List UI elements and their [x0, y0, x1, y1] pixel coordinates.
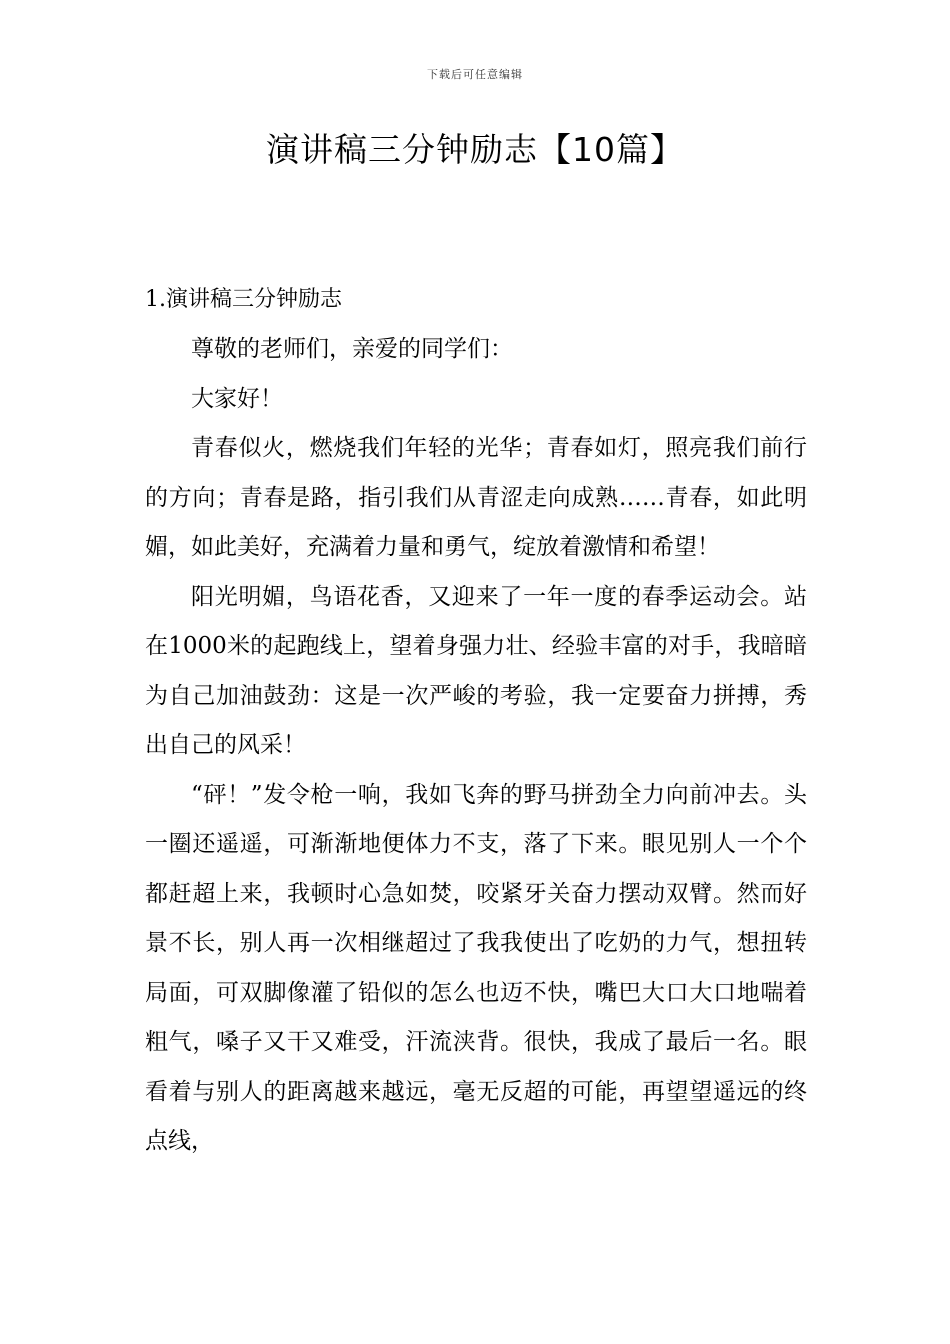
header-note: 下载后可任意编辑 [427, 68, 523, 81]
paragraph-greeting: 大家好！ [191, 385, 283, 412]
document-title: 演讲稿三分钟励志【10篇】 [266, 130, 684, 169]
document-body [145, 280, 807, 1167]
section-heading: 1.演讲稿三分钟励志 [145, 287, 342, 312]
paragraph-salutation: 尊敬的老师们，亲爱的同学们： [191, 336, 513, 362]
paragraph-sports-meet: 阳光明媚，鸟语花香，又迎来了一年一度的春季运动会。站在1000米的起跑线上，望着身强力壮、经验丰富的对手，我暗暗为自己加油鼓劲：这是一次严峻的考验，我一定要奋力拼搏，秀出自己的风采！ [145, 583, 807, 758]
paragraph-youth: 青春似火，燃烧我们年轻的光华；青春如灯，照亮我们前行的方向；青春是路，指引我们从青涩走向成熟……青春，如此明媚，如此美好，充满着力量和勇气，绽放着激情和希望！ [145, 435, 807, 560]
paragraph-race: “砰！”发令枪一响，我如飞奔的野马拼劲全力向前冲去。头一圈还遥遥，可渐渐地便体力不支，落了下来。眼见别人一个个都赶超上来，我顿时心急如焚，咬紧牙关奋力摆动双臂。然而好景不长，别人再一次相继超过了我我使出了吃奶的力气，想扭转局面，可双脚像灌了铅似的怎么也迈不快，嘴巴大口大口地喘着粗气，嗓子又干又难受，汗流浃背。很快，我成了最后一名。眼看着与别人的距离越来越远，毫无反超的可能，再望望遥远的终点线， [145, 781, 807, 1154]
